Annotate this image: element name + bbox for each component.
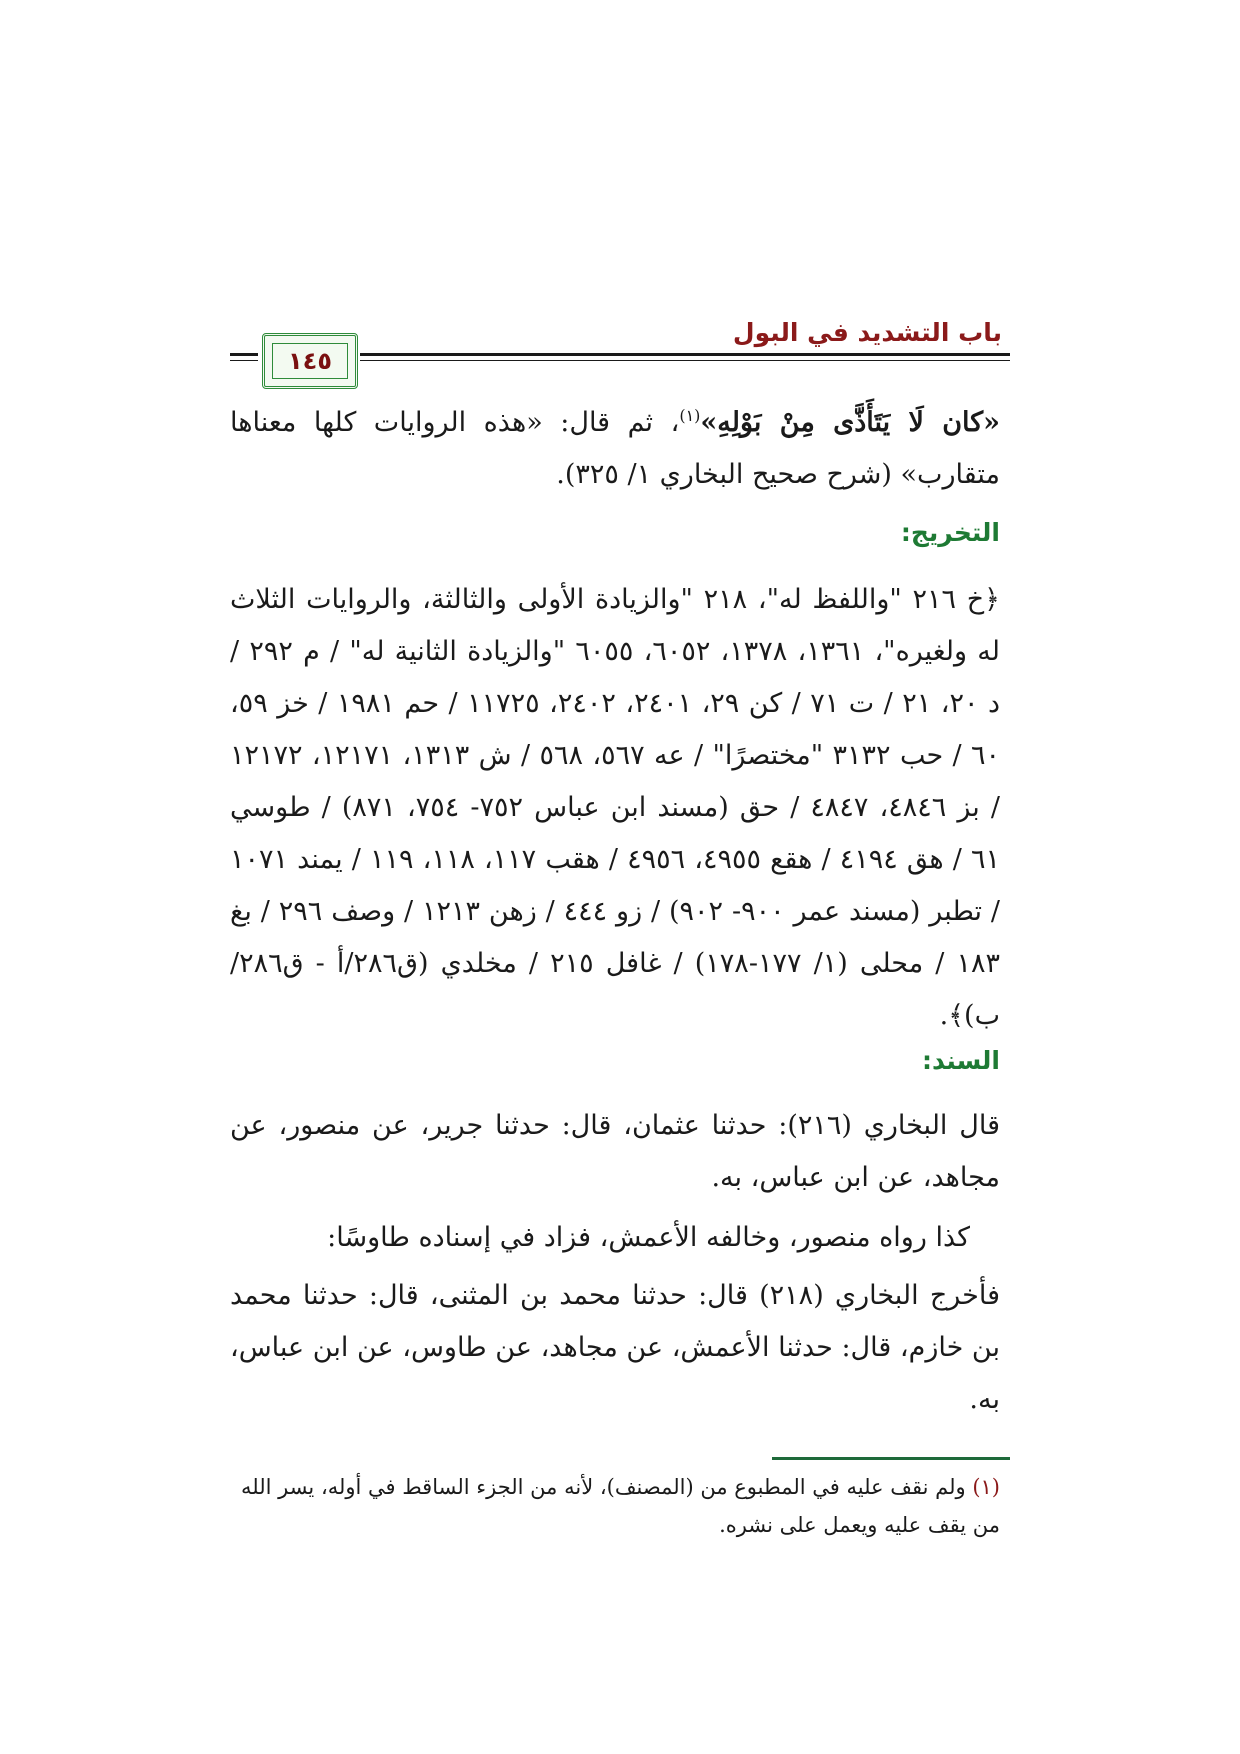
page-number-badge bbox=[262, 333, 358, 389]
footnote bbox=[230, 1468, 1000, 1544]
takhrij-heading: التخريج: bbox=[900, 518, 1000, 547]
sanad-paragraph-3: فأخرج البخاري (٢١٨) قال: حدثنا محمد بن المثنى، قال: حدثنا محمد بن خازم، قال: حدثنا الأعمش، عن مجاهد، عن طاوس، عن ابن عباس، به. bbox=[230, 1280, 1000, 1415]
footnote-text: ولم نقف عليه في المطبوع من (المصنف)، لأنه من الجزء الساقط في أوله، يسر الله من يقف عليه ويعمل على نشره. bbox=[240, 1475, 1000, 1537]
header-rule-left-thin bbox=[230, 360, 258, 361]
footnote-rule bbox=[772, 1457, 1010, 1460]
quote-rest: ، ثم قال: «هذه الروايات كلها معناها متقارب» (شرح صحيح البخاري ١/ ٣٢٥). bbox=[230, 407, 1000, 490]
quote-paragraph bbox=[230, 390, 1000, 501]
footnote-ref: (١) bbox=[679, 406, 701, 425]
header-rule-right bbox=[360, 353, 1010, 356]
sanad-paragraph-1: قال البخاري (٢١٦): حدثنا عثمان، قال: حدثنا جرير، عن منصور، عن مجاهد، عن ابن عباس، به. bbox=[230, 1110, 1000, 1193]
page-number: ١٤٥ bbox=[272, 343, 348, 379]
running-title: باب التشديد في البول bbox=[732, 318, 1002, 347]
footnote-number: (١) bbox=[972, 1475, 1000, 1499]
takhrij-paragraph: ﴿خ ٢١٦ "واللفظ له"، ٢١٨ "والزيادة الأولى والثالثة، والروايات الثلاث له ولغيره"، ١٣٦١، ١٣٧٨، ٦٠٥٢، ٦٠٥٥ "والزيادة الثانية له" / م ٢٩٢ / د ٢٠، ٢١ / ت ٧١ / كن ٢٩، ٢٤٠١، ٢٤٠٢، ١١٧٢٥ / حم ١٩٨١ / خز ٥٩، ٦٠ / حب ٣١٣٢ "مختصرًا" / عه ٥٦٧، ٥٦٨ / ش ١٣١٣، ١٢١٧١، ١٢١٧٢ / بز ٤٨٤٦، ٤٨٤٧ / حق (مسند ابن عباس ٧٥٢- ٧٥٤، ٨٧١) / طوسي ٦١ / هق ٤١٩٤ / هقع ٤٩٥٥، ٤٩٥٦ / هقب ١١٧، ١١٨، ١١٩ / يمند ١٠٧١ / تطبر (مسند عمر ٩٠٠- ٩٠٢) / زو ٤٤٤ / زهن ١٢١٣ / وصف ٢٩٦ / بغ ١٨٣ / محلى (١/ ١٧٧-١٧٨) / غافل ٢١٥ / مخلدي (ق٢٨٦/أ - ق٢٨٦/ب)﴾. bbox=[230, 584, 1001, 1031]
quote-bold: «كان لَا يَتَأَذَّى مِنْ بَوْلِهِ» bbox=[700, 407, 1001, 438]
header-rule-left bbox=[230, 353, 258, 356]
sanad-heading: السند: bbox=[921, 1046, 1000, 1075]
sanad-paragraph-2: كذا رواه منصور، وخالفه الأعمش، فزاد في إسناده طاوسًا: bbox=[327, 1222, 970, 1253]
header-rule-right-thin bbox=[360, 360, 1010, 361]
